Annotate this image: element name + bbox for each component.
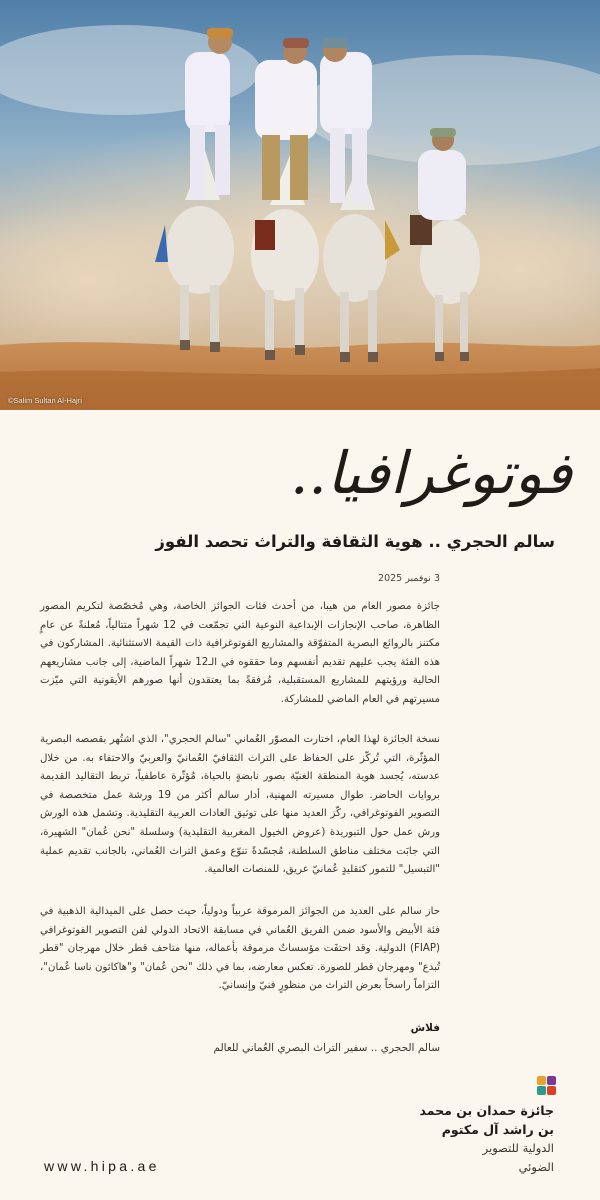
section-heading: فوتوغرافيا.. (289, 439, 572, 507)
article-paragraph: حاز سالم على العديد من الجوائز المرموقة عربياً ودولياً، حيث حصل على الميدالية الذهبية في فئة الأبيض والأسود ضمن الفريق العُماني في مسابقة الاتحاد الدولي لفن التصوير الفوتوغرافي (FIAP) الدولية. وقد احتفَت مؤسساتٌ مرموقة بأعماله، منها متاحف قطر خلال مهرجان "قطر تُبدع" ومهرجان قطر للصورة. تعكس معارضه، بما في ذلك "نحن عُمان" و"هاكاثون ناسا عُمان"، التزاماً راسخاً بعرض التراث من منظورٍ فنيّ وإنسانيّ. (40, 906, 440, 992)
article-date: 3 نوفمبر 2025 (378, 573, 440, 584)
brand-name (394, 1102, 554, 1176)
hero-photo (0, 0, 600, 410)
website-link[interactable]: www.hipa.ae (44, 1158, 160, 1174)
photo-credit: ©Salim Sultan Al-Hajri (8, 396, 82, 405)
hipa-logo-icon (537, 1076, 556, 1095)
article-paragraph: جائزة مصور العام من هيبا، من أحدث فئات الجوائز الخاصة، وهي مُخصّصة لتكريم المصور الظاهرة، صاحب الإنجازات الإبداعية النوعية التي تجمّعت في 12 شهراً متتالياً، مُعلنةً عن عامٍ مكتنز بالروائع البصرية المتفوّقة والمشاريع الفوتوغرافية ذات القيمة الاستثنائية. المشاركون في هذه الفئة يجب عليهم تقديم أنفسهم وما حققوه في الـ12 شهراً الماضية، إلى جانب مشاريعهم الحالية ورؤيتهم للمشاريع المستقبلية، مُرفقةً بما يعتقدون أنها صورهم الأيقونية التي ميّزت مسيرتهم في العام الماضي للمشاركة. (40, 601, 440, 705)
brand-line: جائزة حمدان بن محمد (419, 1103, 554, 1118)
signature-label: فلاش (410, 1022, 440, 1034)
signature-text: سالم الحجري .. سفير التراث البصري العُماني للعالم (213, 1042, 440, 1054)
horse-riders-illustration (0, 0, 600, 410)
article-paragraph: نسخة الجائزة لهذا العام، اختارت المصوّر العُماني "سالم الحجري"، الذي اشتُهر بقصصه البصرية المؤثّرة، التي تُركّز على الحفاظ على التراث الثقافيّ العُمانيّ والعربيّ والاحتفاء به. من خلال عدسته، يُجسد هوية المنطقة الغنيّة بصور نابضةٍ بالحياة، مُؤثّرة عاطفياً، تربط التقاليد القديمة بروايات الحاضر. طوال مسيرته المهنية، أدار سالم أكثر من 19 ورشة عمل متخصصة في التصوير الفوتوغرافي، ركّز العديد منها على توثيق العادات العربية التقليدية. وتشمل هذه الورش ورش عمل حول التبوريدة (عروض الخيول المغربية التقليدية) وسلسلة "نحن عُمان" الشهيرة، التي جابَت مختلف مناطق السلطنة، مُجسّدةً تنوّع وعمق التراث العُماني، بالجانب تقديم عملية "التبسيل" للتمور كتقليدٍ عُمانيّ عريق، للمنصات العالمية. (40, 734, 440, 876)
brand-line: الضوئي (518, 1159, 554, 1174)
brand-line: الدولية للتصوير (482, 1141, 554, 1155)
brand-line: بن راشد آل مكتوم (441, 1121, 554, 1137)
article-title: سالم الحجري .. هوية الثقافة والتراث تحصد الفوز (155, 532, 555, 551)
